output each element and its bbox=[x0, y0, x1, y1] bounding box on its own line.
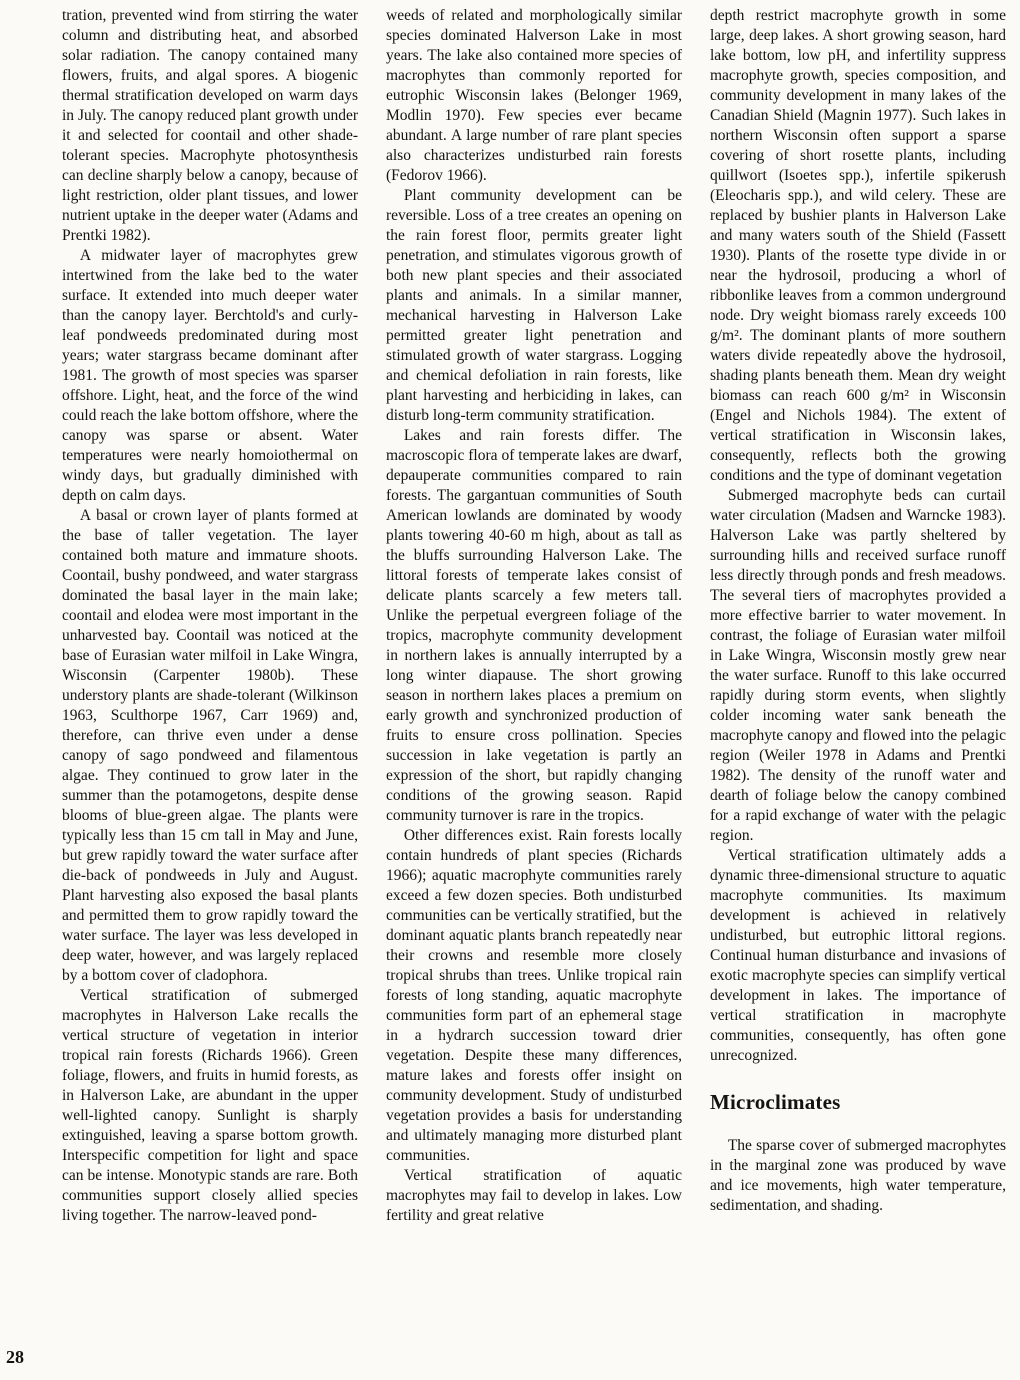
page-number: 28 bbox=[6, 1347, 24, 1367]
paragraph: depth restrict macrophyte growth in some large, deep lakes. A short growing season, hard lake bottom, low pH, and infertility suppress macrophyte growth, species composition, and community development in many lakes of the Canadian Shield (Magnin 1977). Such lakes in northern Wisconsin often support a sparse covering of short rosette plants, including quillwort (Isoetes spp.), infertile spikerush (Eleocharis spp.), and wild celery. These are replaced by bushier plants in Halverson Lake and many waters south of the Shield (Fassett 1930). Plants of the rosette type divide in or near the hydrosoil, producing a whorl of ribbonlike leaves from a common underground node. Dry weight biomass rarely exceeds 100 g/m². The dominant plants of more southern waters divide repeatedly above the hydrosoil, shading plants beneath them. Mean dry weight biomass can reach 600 g/m² in Wisconsin (Engel and Nichols 1984). The extent of vertical stratification in Wisconsin lakes, consequently, reflects both the growing conditions and the type of dominant vegetation bbox=[710, 7, 1006, 484]
paragraph: Lakes and rain forests differ. The macroscopic flora of temperate lakes are dwarf, depauperate communities compared to rain forests. The gargantuan communities of South American lowlands are dominated by woody plants towering 40-60 m high, about as tall as the bluffs surrounding Halverson Lake. The littoral forests of temperate lakes consist of delicate plants scarcely a few meters tall. Unlike the perpetual evergreen foliage of the tropics, macrophyte community development in northern lakes is annually interrupted by a long winter diapause. The short growing season in northern lakes places a premium on early growth and synchronized production of fruits to ensure cross pollination. Species succession in lake vegetation is partly an expression of the short, but rapidly changing conditions of the growing season. Rapid community turnover is rare in the tropics. bbox=[386, 427, 682, 824]
paragraph: Vertical stratification of aquatic macrophytes may fail to develop in lakes. Low fertility and great relative bbox=[386, 1167, 682, 1224]
paragraph: The sparse cover of submerged macrophytes in the marginal zone was produced by wave and ice movements, high water temperature, sedimentation, and shading. bbox=[710, 1137, 1006, 1214]
paragraph: Vertical stratification ultimately adds a dynamic three-dimensional structure to aquatic macrophyte communities. Its maximum development is achieved in relatively undisturbed, but eutrophic littoral regions. Continual human disturbance and invasions of exotic macrophyte species can simplify vertical development in lakes. The importance of vertical stratification in macrophyte communities, consequently, has often gone unrecognized. bbox=[710, 847, 1006, 1064]
text-column-2 bbox=[386, 6, 682, 1380]
paragraph: Submerged macrophyte beds can curtail water circulation (Madsen and Warncke 1983). Halverson Lake was partly sheltered by surrounding hills and received surface runoff less directly through ponds and fresh meadows. The several tiers of macrophytes provided a more effective barrier to water movement. In contrast, the foliage of Eurasian water milfoil in Lake Wingra, Wisconsin mostly grew near the water surface. Runoff to this lake occurred rapidly during storm events, when slightly colder incoming water sank beneath the macrophyte canopy and flowed into the pelagic region (Weiler 1978 in Adams and Prentki 1982). The density of the runoff water and dearth of foliage below the canopy combined for a rapid exchange of water with the pelagic region. bbox=[710, 487, 1006, 844]
section-heading-microclimates: Microclimates bbox=[710, 1090, 841, 1114]
paragraph: Vertical stratification of submerged macrophytes in Halverson Lake recalls the vertical structure of vegetation in interior tropical rain forests (Richards 1966). Green foliage, flowers, and fruits in humid forests, as in Halverson Lake, are abundant in the upper well-lighted canopy. Sunlight is sharply extinguished, leaving a sparse bottom growth. Interspecific competition for light and space can be intense. Monotypic stands are rare. Both communities support closely allied species living together. The narrow-leaved pond- bbox=[62, 987, 358, 1224]
paragraph: tration, prevented wind from stirring the water column and distributing heat, and absorbed solar radiation. The canopy contained many flowers, fruits, and algal spores. A biogenic thermal stratification developed on warm days in July. The canopy reduced plant growth under it and selected for coontail and other shade-tolerant species. Macrophyte photosynthesis can decline sharply below a canopy, because of light restriction, older plant tissues, and lower nutrient uptake in the deeper water (Adams and Prentki 1982). bbox=[62, 7, 358, 244]
text-column-3 bbox=[710, 6, 1006, 1380]
text-column-1 bbox=[62, 6, 358, 1380]
text-columns bbox=[62, 6, 1006, 1380]
paragraph: Other differences exist. Rain forests locally contain hundreds of plant species (Richards 1966); aquatic macrophyte communities rarely exceed a few dozen species. Both undisturbed communities can be vertically stratified, but the dominant aquatic plants branch repeatedly near their crowns and resemble more closely tropical shrubs than trees. Unlike tropical rain forests of long standing, aquatic macrophyte communities form part of an ephemeral stage in a hydrarch succession toward drier vegetation. Despite these many differences, mature lakes and forests offer insight on community development. Study of undisturbed vegetation provides a basis for understanding and ultimately managing more disturbed plant communities. bbox=[386, 827, 682, 1164]
paragraph: A basal or crown layer of plants formed at the base of taller vegetation. The layer contained both mature and immature shoots. Coontail, bushy pondweed, and water stargrass dominated the basal layer in the main lake; coontail and elodea were most important in the unharvested bay. Coontail was noticed at the base of Eurasian water milfoil in Lake Wingra, Wisconsin (Carpenter 1980b). These understory plants are shade-tolerant (Wilkinson 1963, Sculthorpe 1967, Carr 1969) and, therefore, can thrive even under a dense canopy of sago pondweed and filamentous algae. They continued to grow later in the summer than the potamogetons, despite dense blooms of blue-green algae. The plants were typically less than 15 cm tall in May and June, but grew rapidly toward the water surface after die-back of pondweeds in July and August. Plant harvesting also exposed the basal plants and permitted them to grow rapidly toward the water surface. The layer was less developed in deep water, however, and was largely replaced by a bottom cover of cladophora. bbox=[62, 507, 358, 984]
paragraph: weeds of related and morphologically similar species dominated Halverson Lake in most years. The lake also contained more species of macrophytes than commonly reported for eutrophic Wisconsin lakes (Belonger 1969, Modlin 1970). Few species ever became abundant. A large number of rare plant species also characterizes undisturbed rain forests (Fedorov 1966). bbox=[386, 7, 682, 184]
paragraph: Plant community development can be reversible. Loss of a tree creates an opening on the rain forest floor, permits greater light penetration, and stimulates vigorous growth of both new plant species and their associated plants and animals. In a similar manner, mechanical harvesting in Halverson Lake permitted greater light penetration and stimulated growth of water stargrass. Logging and chemical defoliation in rain forests, like plant harvesting and herbiciding in lakes, can disturb long-term community stratification. bbox=[386, 187, 682, 424]
paragraph: A midwater layer of macrophytes grew intertwined from the lake bed to the water surface. It extended into much deeper water than the canopy layer. Berchtold's and curly-leaf pondweeds predominated during most years; water stargrass became dominant after 1981. The growth of most species was sparser offshore. Light, heat, and the force of the wind could reach the lake bottom offshore, where the canopy was sparse or absent. Water temperatures were nearly homoiothermal on windy days, but gradually diminished with depth on calm days. bbox=[62, 247, 358, 504]
